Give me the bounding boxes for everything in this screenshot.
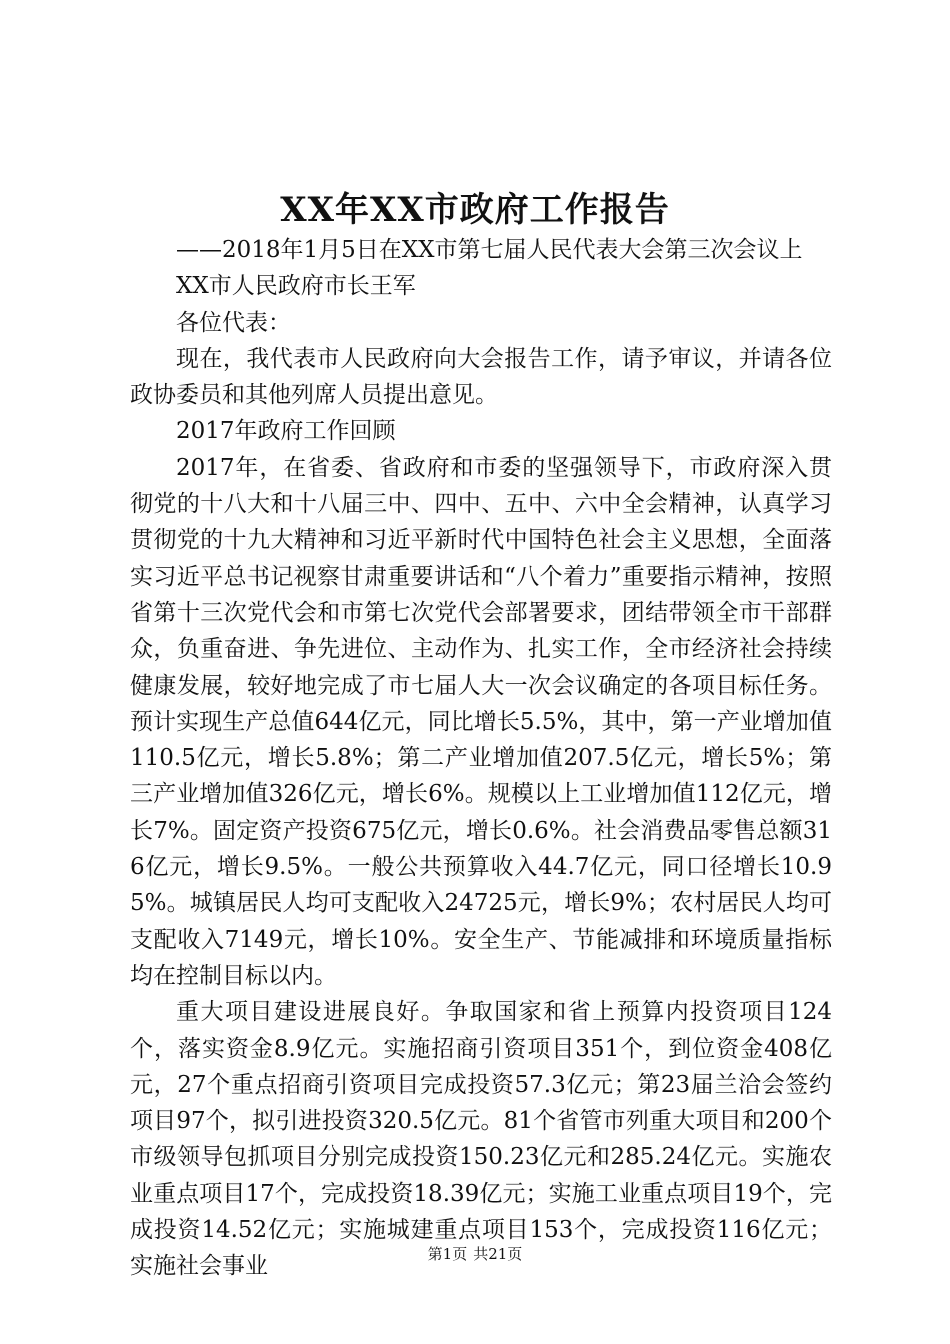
author-line: XX市人民政府市长王军 bbox=[176, 273, 416, 300]
body-paragraph: 2017年，在省委、省政府和市委的坚强领导下，市政府深入贯彻党的十八大和十八届三中、四中、五中、六中全会精神，认真学习贯彻党的十九大精神和习近平新时代中国特色社会主义思想，全面落实习近平总书记视察甘肃重要讲话和“八个着力”重要指示精神，按照省第十三次党代会和市第七次党代会部署要求，团结带领全市干部群众，负重奋进、争先进位、主动作为、扎实工作，全市经济社会持续健康发展，较好地完成了市七届人大一次会议确定的各项目标任务。预计实现生产总值644亿元，同比增长5.5%，其中，第一产业增加值110.5亿元，增长5.8%；第二产业增加值207.5亿元，增长5%；第三产业增加值326亿元，增长6%。规模以上工业增加值112亿元，增长7%。固定资产投资675亿元，增长0.6%。社会消费品零售总额316亿元，增长9.5%。一般公共预算收入44.7亿元，同口径增长10.95%。城镇居民人均可支配收入24725元，增长9%；农村居民人均可支配收入7149元，增长10%。安全生产、节能减排和环境质量指标均在控制目标以内。 bbox=[130, 454, 832, 989]
body-paragraph: 重大项目建设进展良好。争取国家和省上预算内投资项目124个，落实资金8.9亿元。实施招商引资项目351个，到位资金408亿元，27个重点招商引资项目完成投资57.3亿元；第23届兰洽会签约项目97个，拟引进投资320.5亿元。81个省管市列重大项目和200个市级领导包抓项目分别完成投资150.23亿元和285.24亿元。实施农业重点项目17个，完成投资18.39亿元；实施工业重点项目19个，完成投资14.52亿元；实施城建重点项目153个，完成投资116亿元；实施社会事业 bbox=[130, 999, 832, 1280]
page-number: 第1页 bbox=[427, 1245, 468, 1263]
document-body bbox=[130, 232, 832, 1285]
salutation: 各位代表： bbox=[176, 309, 291, 336]
intro-paragraph: 现在，我代表市人民政府向大会报告工作，请予审议，并请各位政协委员和其他列席人员提出意见。 bbox=[130, 345, 832, 409]
page-total: 共21页 bbox=[473, 1245, 523, 1263]
section-heading: 2017年政府工作回顾 bbox=[176, 418, 396, 445]
subtitle-paragraph: ——2018年1月5日在XX市第七届人民代表大会第三次会议上 bbox=[176, 237, 803, 263]
document-title: XX年XX市政府工作报告 bbox=[280, 190, 670, 230]
page-footer bbox=[0, 1243, 950, 1265]
